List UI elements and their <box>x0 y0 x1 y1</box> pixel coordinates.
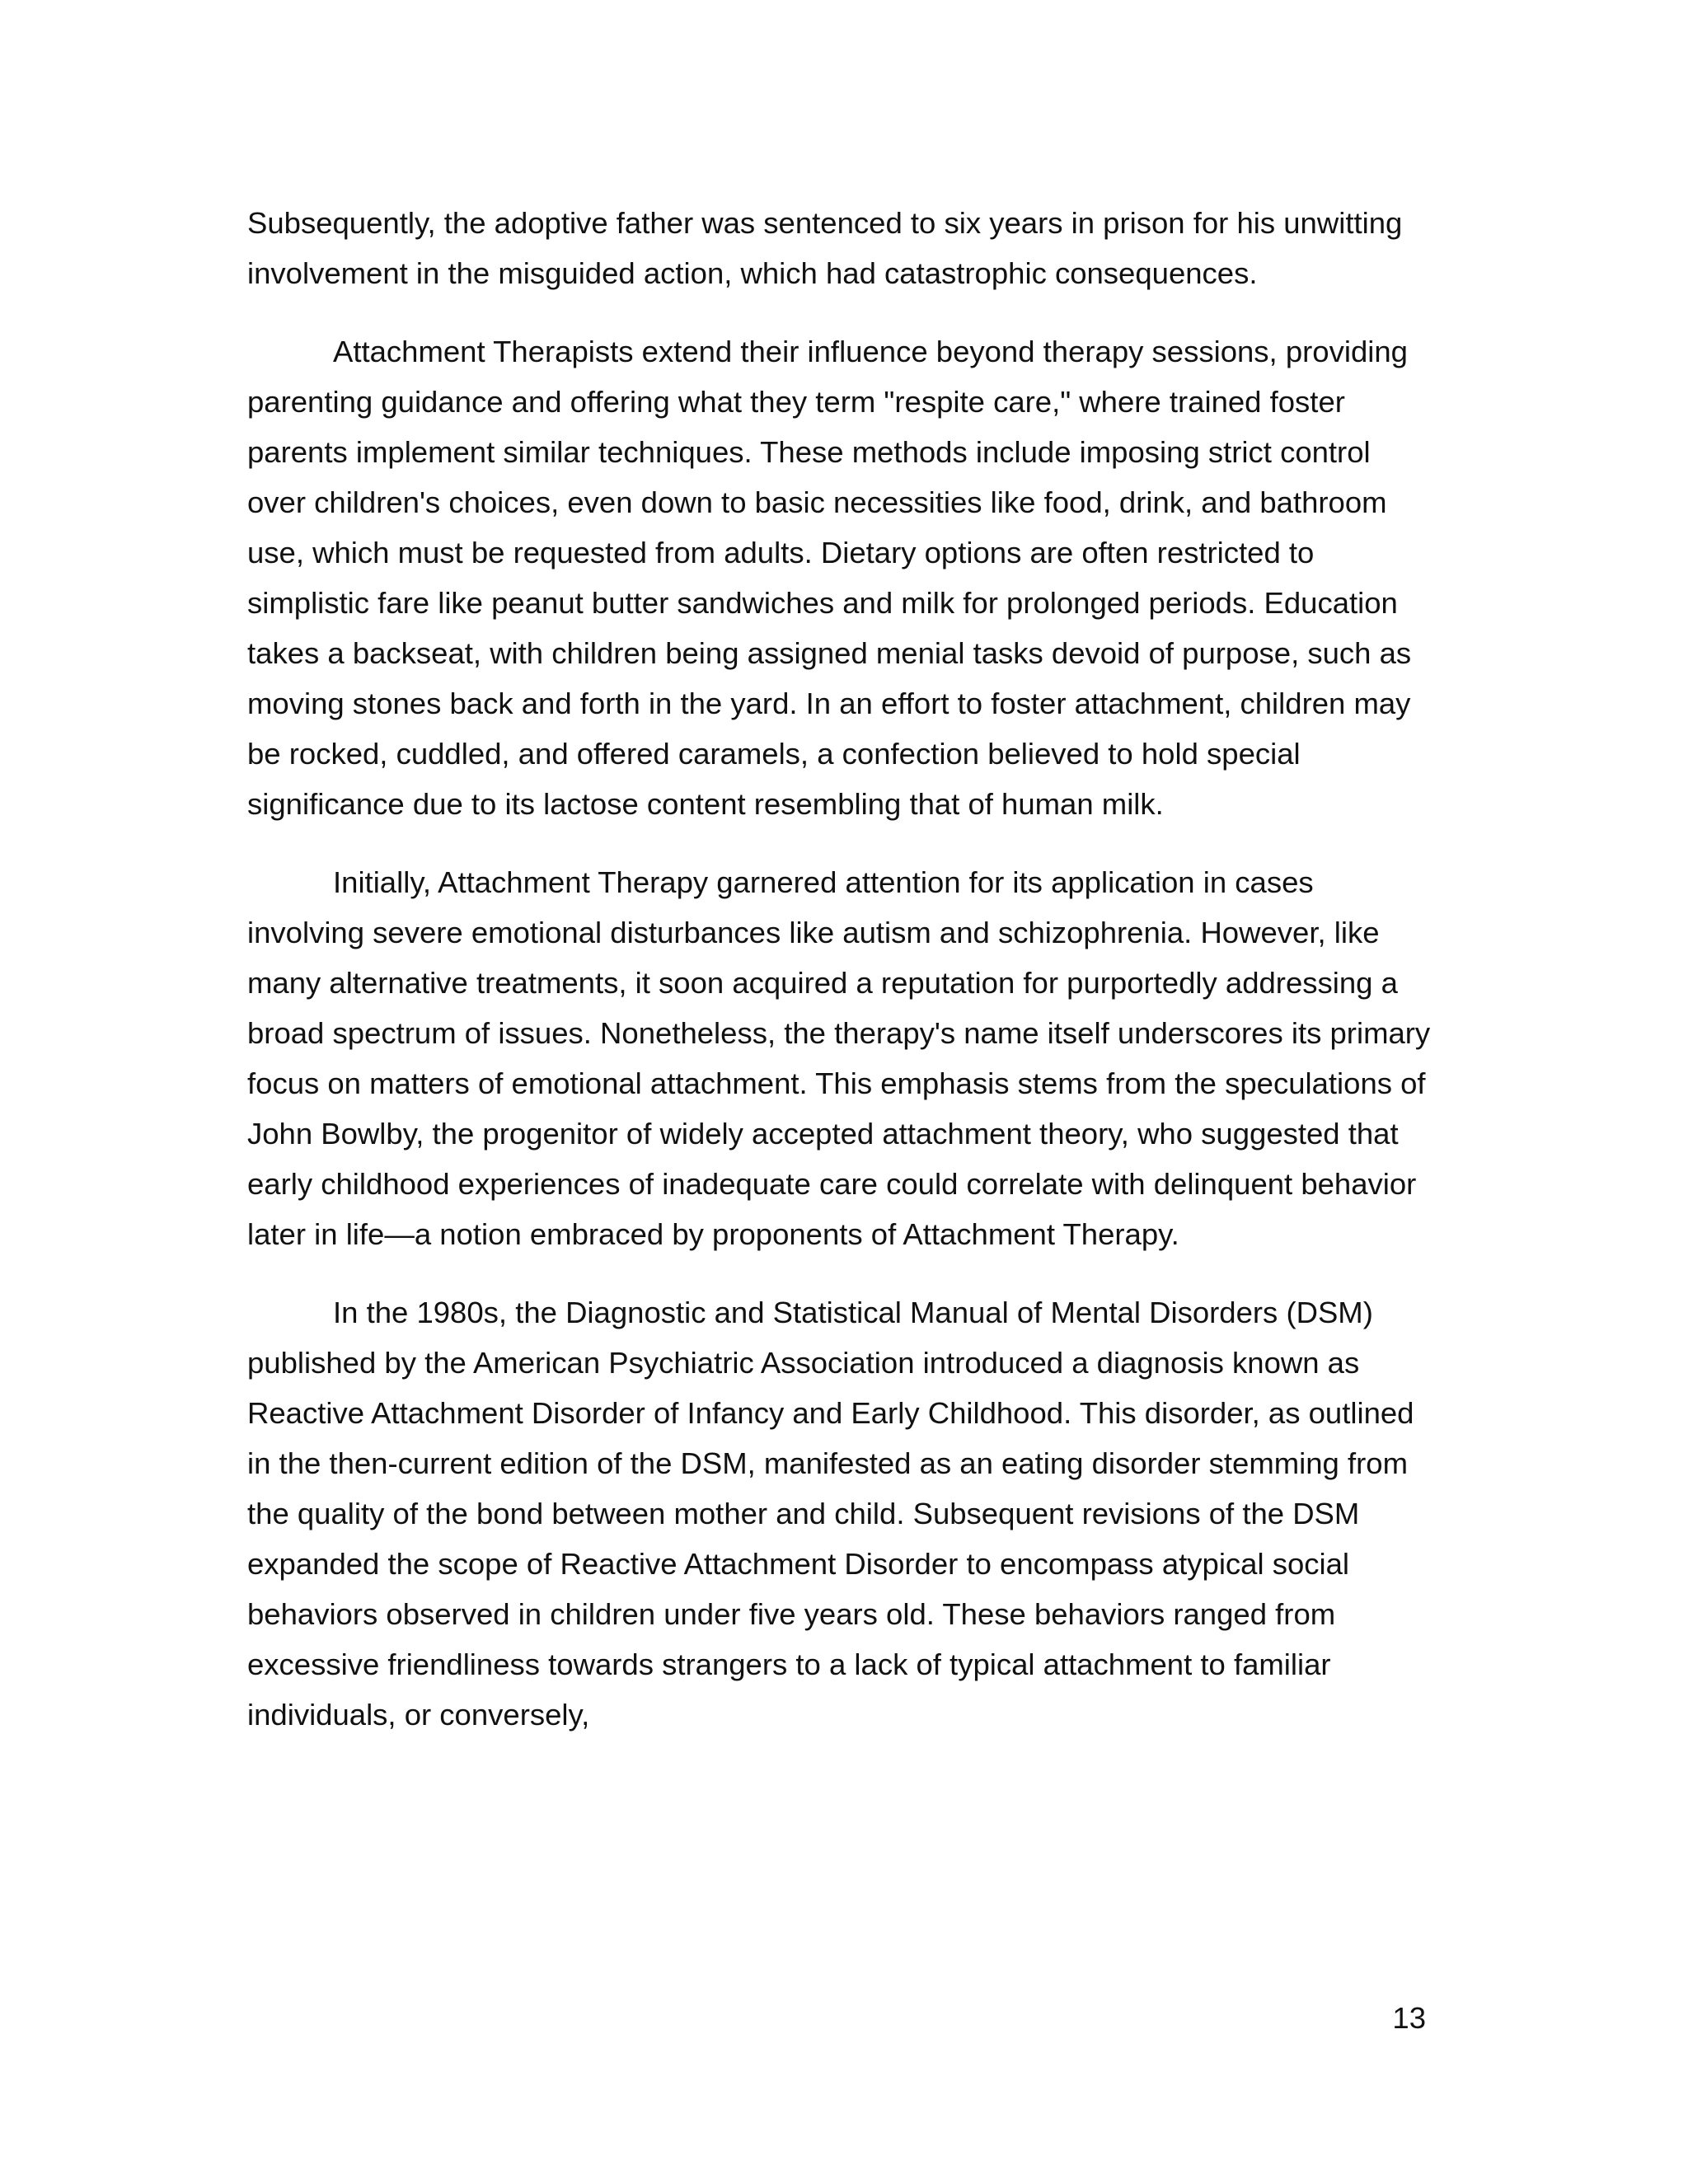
paragraph-2: Attachment Therapists extend their influence beyond therapy sessions, providing parenting guidance and offering what they term "respite care," where trained foster parents implement similar techniques. These methods include imposing strict control over children's choices, even down to basic necessities like food, drink, and bathroom use, which must be requested from adults. Dietary options are often restricted to simplistic fare like peanut butter sandwiches and milk for prolonged periods. Education takes a backseat, with children being assigned menial tasks devoid of purpose, such as moving stones back and forth in the yard. In an effort to foster attachment, children may be rocked, cuddled, and offered caramels, a confection believed to hold special significance due to its lactose content resembling that of human milk. <box>247 335 1412 821</box>
page-number: 13 <box>1392 2001 1426 2035</box>
paragraph-3: Initially, Attachment Therapy garnered attention for its application in cases involving severe emotional disturbances like autism and schizophrenia. However, like many alternative treatments, it soon acquired a reputation for purportedly addressing a broad spectrum of issues. Nonetheless, the therapy's name itself underscores its primary focus on matters of emotional attachment. This emphasis stems from the speculations of John Bowlby, the progenitor of widely accepted attachment theory, who suggested that early childhood experiences of inadequate care could correlate with delinquent behavior later in life—a notion embraced by proponents of Attachment Therapy. <box>247 865 1431 1251</box>
paragraph-4: In the 1980s, the Diagnostic and Statistical Manual of Mental Disorders (DSM) published by the American Psychiatric Association introduced a diagnosis known as Reactive Attachment Disorder of Infancy and Early Childhood. This disorder, as outlined in the then-current edition of the DSM, manifested as an eating disorder stemming from the quality of the bond between mother and child. Subsequent revisions of the DSM expanded the scope of Reactive Attachment Disorder to encompass atypical social behaviors observed in children under five years old. These behaviors ranged from excessive friendliness towards strangers to a lack of typical attachment to familiar individuals, or conversely, <box>247 1296 1414 1732</box>
paragraph-1: Subsequently, the adoptive father was sentenced to six years in prison for his unwitting involvement in the misguided action, which had catastrophic consequences. <box>247 206 1403 290</box>
body-text <box>247 198 1434 1768</box>
